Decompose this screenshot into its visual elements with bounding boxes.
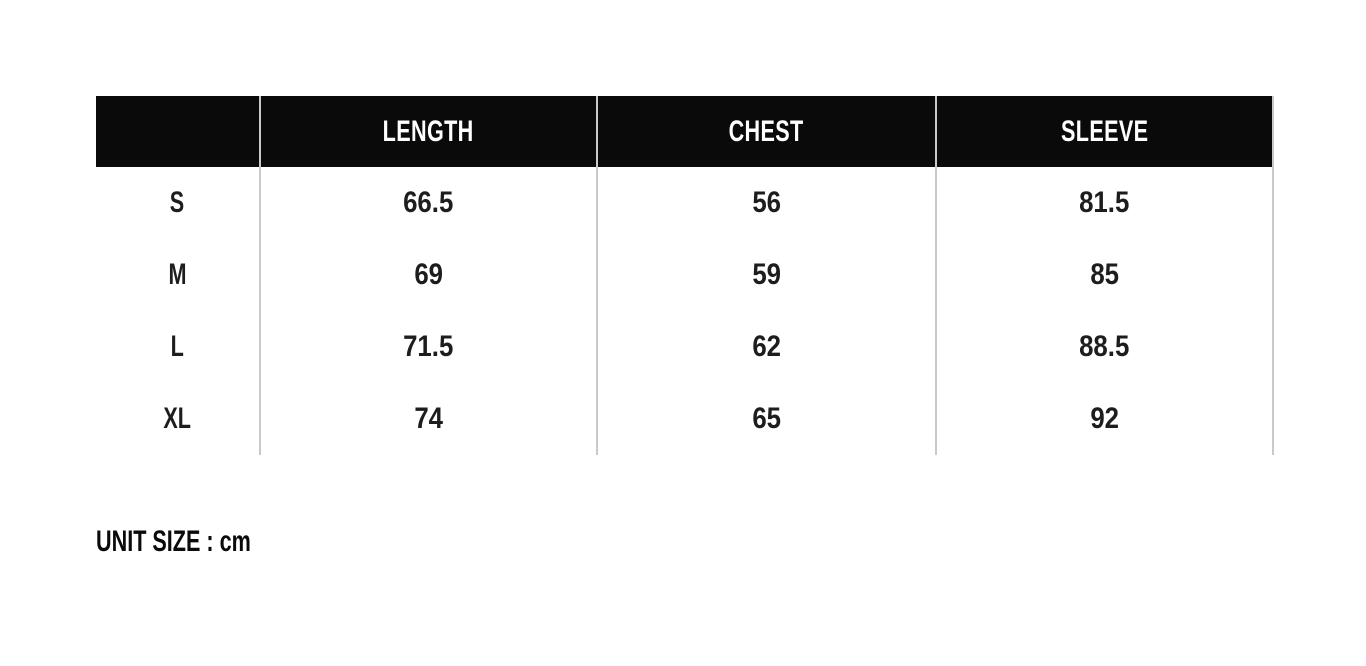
length-value-cell: [260, 167, 597, 239]
size-label: M: [168, 258, 187, 291]
length-column-header: [260, 96, 597, 167]
sleeve-value: 85: [1090, 258, 1119, 291]
chest-value: 62: [752, 330, 781, 363]
unit-size-note: [96, 527, 311, 557]
sleeve-value-cell: [936, 239, 1273, 311]
length-column-header-label: LENGTH: [383, 114, 474, 148]
table-row-m: [96, 239, 1273, 311]
sleeve-value-cell: [936, 383, 1273, 455]
chest-column-header-label: CHEST: [728, 114, 805, 148]
sleeve-value-cell: [936, 311, 1273, 383]
size-label-cell: [96, 383, 260, 455]
size-label: L: [170, 330, 185, 363]
sleeve-value: 92: [1090, 402, 1119, 435]
sleeve-value: 81.5: [1079, 186, 1130, 219]
size-column-header: [96, 96, 260, 167]
size-chart-table: [96, 96, 1274, 455]
table-row-l: [96, 311, 1273, 383]
chest-value: 59: [752, 258, 781, 291]
table-row-s: [96, 167, 1273, 239]
chest-value-cell: [597, 311, 936, 383]
sleeve-column-header: [936, 96, 1273, 167]
length-value: 74: [414, 402, 443, 435]
size-label-cell: [96, 239, 260, 311]
size-label: S: [170, 186, 185, 219]
chest-value-cell: [597, 167, 936, 239]
chest-column-header: [597, 96, 936, 167]
table-row-xl: [96, 383, 1273, 455]
chest-value: 65: [752, 402, 781, 435]
size-chart-container: [96, 96, 1274, 455]
length-value: 66.5: [403, 186, 454, 219]
size-label-cell: [96, 167, 260, 239]
header-row: [96, 96, 1273, 167]
sleeve-value-cell: [936, 167, 1273, 239]
sleeve-column-header-label: SLEEVE: [1060, 114, 1149, 148]
size-label: XL: [163, 402, 192, 435]
length-value: 71.5: [403, 330, 454, 363]
length-value-cell: [260, 239, 597, 311]
size-label-cell: [96, 311, 260, 383]
length-value: 69: [414, 258, 443, 291]
chest-value: 56: [752, 186, 781, 219]
length-value-cell: [260, 383, 597, 455]
sleeve-value: 88.5: [1079, 330, 1130, 363]
length-value-cell: [260, 311, 597, 383]
chest-value-cell: [597, 239, 936, 311]
unit-size-note-label: UNIT SIZE : cm: [96, 525, 251, 558]
chest-value-cell: [597, 383, 936, 455]
